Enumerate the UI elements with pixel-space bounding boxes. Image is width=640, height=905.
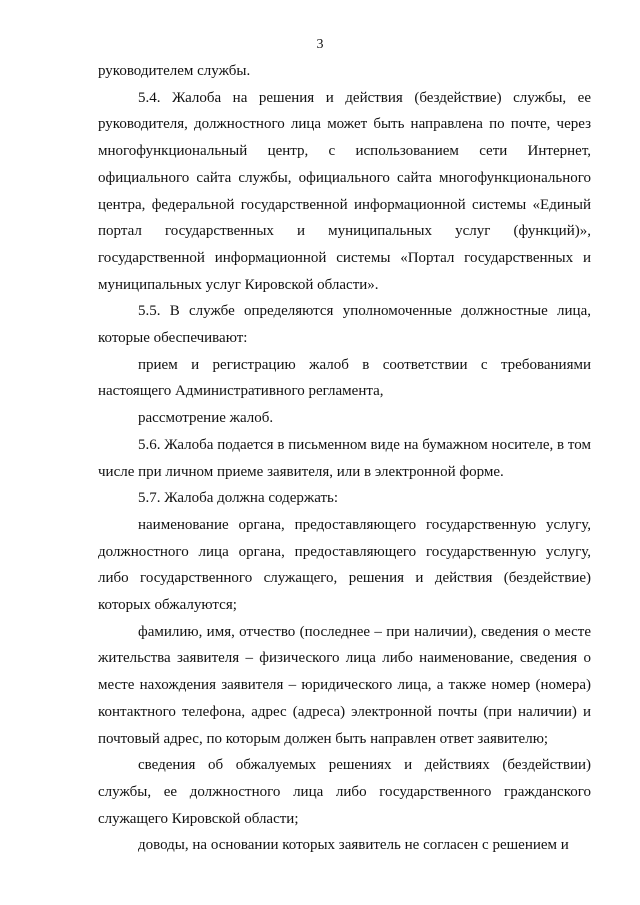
paragraph: 5.7. Жалоба должна содержать: xyxy=(138,490,339,507)
paragraph: 5.6. Жалоба подается в письменном виде на бумажном носителе, в том числе при личном приеме заявителя, или в электронной форме. xyxy=(98,436,591,480)
paragraph: 5.4. Жалоба на решения и действия (бездействие) службы, ее руководителя, должностного лица может быть направлена по почте, через многофункциональный центр, с использованием сети Интернет, официального сайта службы, официального сайта многофункционального центра, федеральной государственной информационной системы «Единый портал государственных и муниципальных услуг (функций)», государственной информационной системы «Портал государственных и муниципальных услуг Кировской области». xyxy=(98,89,591,293)
paragraph: прием и регистрацию жалоб в соответствии с требованиями настоящего Административного регламента, xyxy=(98,356,591,400)
paragraph: руководителем службы. xyxy=(98,63,251,79)
paragraph: наименование органа, предоставляющего государственную услугу, должностного лица органа, предоставляющего государственную услугу, либо государственного служащего, решения и действия (бездействие) которых обжалуются; xyxy=(98,516,591,614)
document-body xyxy=(98,58,591,859)
paragraph: доводы, на основании которых заявитель не согласен с решением и xyxy=(138,837,569,854)
page-number: 3 xyxy=(316,37,324,52)
paragraph: фамилию, имя, отчество (последнее – при наличии), сведения о месте жительства заявителя – физического лица либо наименование, сведения о месте нахождения заявителя – юридического лица, а также номер (номера) контактного телефона, адрес (адреса) электронной почты (при наличии) и почтовый адрес, по которым должен быть направлен ответ заявителю; xyxy=(98,623,591,747)
paragraph: сведения об обжалуемых решениях и действиях (бездействии) службы, ее должностного лица либо государственного гражданского служащего Кировской области; xyxy=(98,757,591,827)
paragraph: рассмотрение жалоб. xyxy=(138,410,274,427)
paragraph: 5.5. В службе определяются уполномоченные должностные лица, которые обеспечивают: xyxy=(98,303,591,347)
